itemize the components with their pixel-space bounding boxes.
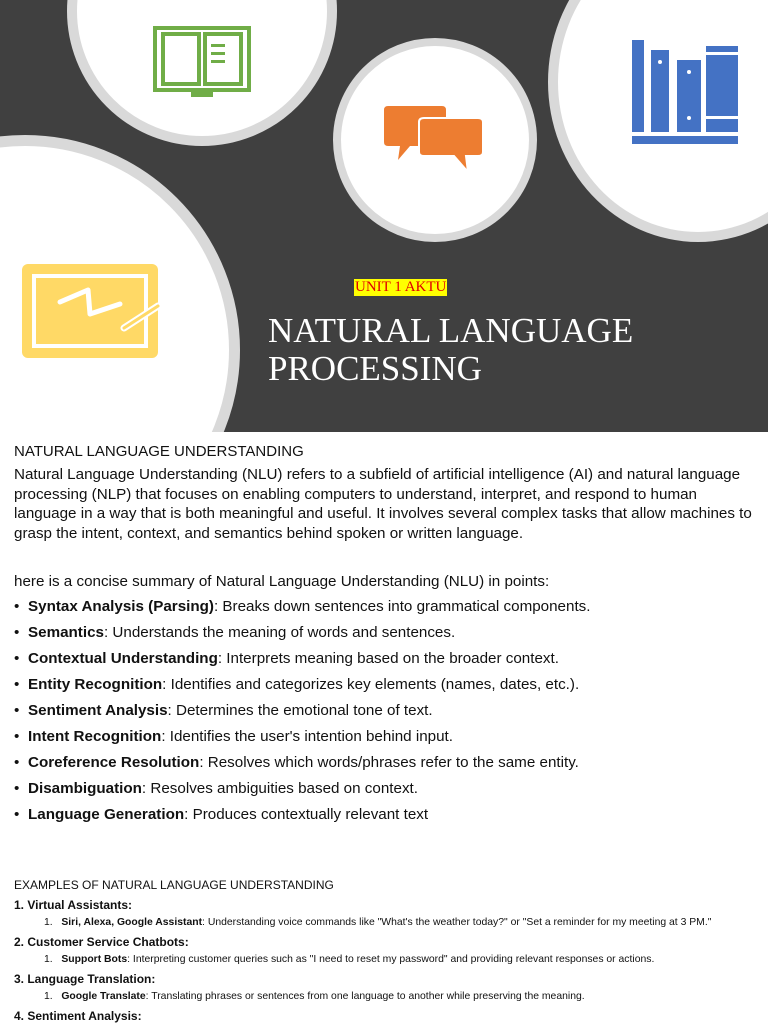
point-term: Language Generation — [28, 805, 185, 823]
point-desc: : Resolves ambiguities based on context. — [141, 779, 418, 797]
example-sub-item — [44, 990, 762, 1004]
bullet-icon: • — [14, 779, 20, 797]
sub-number: 1. — [44, 991, 53, 1002]
point-desc: : Resolves which words/phrases refer to the same entity. — [199, 753, 579, 771]
example-item — [14, 1009, 762, 1024]
point-desc: : Identifies the user's intention behind input. — [161, 727, 453, 745]
point-term: Contextual Understanding — [28, 650, 218, 668]
example-title: 3. Language Translation: — [14, 972, 156, 986]
sub-term: Siri, Alexa, Google Assistant — [61, 917, 203, 928]
unit-tag: UNIT 1 AKTU — [355, 279, 447, 295]
point-desc: : Understands the meaning of words and sentences. — [103, 624, 456, 642]
bullet-icon: • — [14, 727, 20, 745]
examples-heading: EXAMPLES OF NATURAL LANGUAGE UNDERSTANDING — [14, 878, 334, 892]
whiteboard-icon — [20, 262, 164, 362]
list-item — [14, 623, 762, 643]
point-desc: : Breaks down sentences into grammatical components. — [213, 598, 591, 616]
summary-lead: here is a concise summary of Natural Language Understanding (NLU) in points: — [14, 573, 550, 591]
point-desc: : Produces contextually relevant text — [184, 805, 429, 823]
point-term: Intent Recognition — [28, 727, 162, 745]
example-title: 4. Sentiment Analysis: — [14, 1009, 142, 1023]
point-term: Syntax Analysis (Parsing) — [28, 598, 214, 616]
list-item — [14, 597, 762, 617]
list-item — [14, 649, 762, 669]
list-item — [14, 675, 762, 695]
bookshelf-icon — [632, 40, 738, 146]
point-desc: : Identifies and categorizes key elements (names, dates, etc.). — [162, 676, 580, 694]
bullet-icon: • — [14, 701, 20, 719]
example-sub-item — [44, 953, 762, 967]
banner-title-line-2: PROCESSING — [268, 349, 482, 388]
list-item — [14, 701, 762, 721]
point-term: Sentiment Analysis — [28, 701, 168, 719]
point-desc: : Interprets meaning based on the broader context. — [217, 650, 559, 668]
bullet-icon: • — [14, 598, 20, 616]
intro-paragraph: Natural Language Understanding (NLU) refers to a subfield of artificial intelligence (AI) and natural language processing (NLP) that focuses on enabling computers to understand, interpret, and respond to human language in a way that is both meaningful and useful. It involves several complex tasks that allow machines to grasp the intent, context, and semantics behind spoken or written language. — [14, 466, 752, 542]
point-term: Disambiguation — [28, 779, 142, 797]
nlu-points-list — [14, 597, 762, 824]
bullet-icon: • — [14, 753, 20, 771]
bullet-icon: • — [14, 676, 20, 694]
point-term: Entity Recognition — [28, 676, 163, 694]
list-item — [14, 753, 762, 773]
point-desc: : Determines the emotional tone of text. — [167, 701, 433, 719]
example-item — [14, 972, 762, 1004]
list-item — [14, 805, 762, 825]
sub-term: Google Translate — [61, 991, 146, 1002]
examples-section — [14, 877, 762, 1024]
banner-title — [268, 312, 633, 388]
sub-desc: : Translating phrases or sentences from one language to another while preserving the meaning. — [145, 991, 585, 1002]
sub-number: 1. — [44, 954, 53, 965]
sub-desc: : Interpreting customer queries such as "I need to reset my password" and providing relevant responses or actions. — [127, 954, 655, 965]
bullet-icon: • — [14, 650, 20, 668]
section-heading: NATURAL LANGUAGE UNDERSTANDING — [14, 443, 304, 460]
list-item — [14, 779, 762, 799]
chat-bubbles-icon — [384, 104, 484, 176]
bullet-icon: • — [14, 624, 20, 642]
point-term: Semantics — [28, 624, 104, 642]
point-term: Coreference Resolution — [28, 753, 200, 771]
example-item — [14, 935, 762, 967]
list-item — [14, 727, 762, 747]
example-item — [14, 898, 762, 930]
sub-number: 1. — [44, 917, 53, 928]
title-banner — [0, 0, 768, 432]
book-icon — [153, 26, 251, 100]
main-content — [14, 442, 762, 830]
sub-desc: : Understanding voice commands like "What's the weather today?" or "Set a reminder for my meeting at 3 PM." — [202, 917, 712, 928]
example-title: 2. Customer Service Chatbots: — [14, 935, 189, 949]
example-title: 1. Virtual Assistants: — [14, 898, 133, 912]
example-sub-item — [44, 916, 762, 930]
sub-term: Support Bots — [61, 954, 128, 965]
bullet-icon: • — [14, 805, 20, 823]
banner-title-line-1: NATURAL LANGUAGE — [268, 311, 634, 350]
